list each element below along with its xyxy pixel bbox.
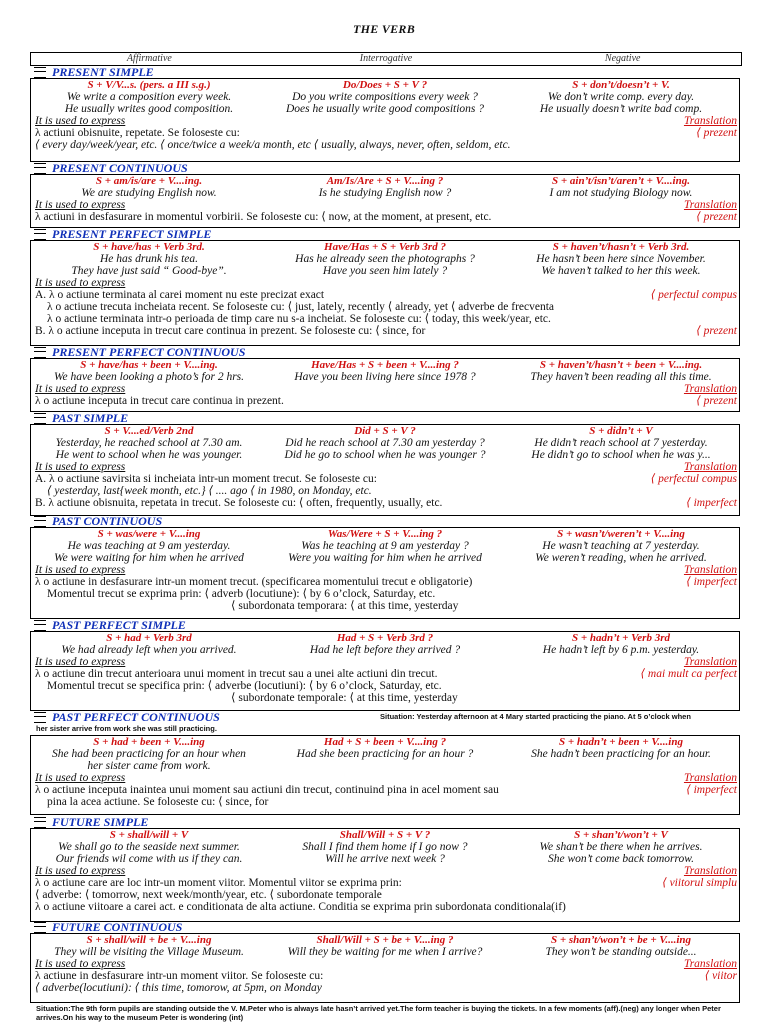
usage-line: λ o actiune terminata intr-o perioada de timp care nu s-a incheiat. Se foloseste cu: ⟨ today, this week/year, etc. [47,313,551,325]
section-title: FUTURE SIMPLE [52,815,149,829]
translation-label: Translation [683,199,737,211]
section-title: PRESENT PERFECT SIMPLE [52,227,212,241]
list-icon [34,922,46,933]
translation-value: ⟨ imperfect [686,784,737,796]
usage-label: It is used to express [35,958,126,970]
example: They have just said “ Good-bye”. [71,265,227,277]
example: her sister came from work. [87,760,211,772]
formula-neg: S + shan’t/won’t + be + V....ing [550,934,692,946]
section-present-perfect-simple [30,228,740,346]
formula-int: Do/Does + S + V ? [342,79,428,91]
translation-value: ⟨ prezent [696,211,737,223]
example: She had been practicing for an hour when [52,748,246,760]
usage-line: ⟨ subordonate temporale: ⟨ at this time, yesterday [231,692,458,704]
usage-line: λ o actiune inceputa inaintea unui moment sau actiuni din trecut, continuind pina in acel moment sau [35,784,499,796]
formula-int: Have/Has + S + been + V....ing ? [311,359,459,371]
page-title: THE VERB [352,22,416,36]
example: They haven’t been reading all this time. [530,371,712,383]
example: He hadn’t left by 6 p.m. yesterday. [542,644,700,656]
example: We have been looking a photo’s for 2 hrs. [53,371,245,383]
usage-label: It is used to express [35,564,126,576]
list-icon [34,229,46,240]
column-header-row [30,52,742,66]
example: Were you waiting for him when he arrived [288,552,482,564]
section-present-continuous [30,162,740,228]
list-icon [34,347,46,358]
usage-line: λ o actiune trecuta incheiata recent. Se foloseste cu: ⟨ just, lately, recently ⟨ already, yet ⟨ adverbe de frecventa [47,301,555,313]
example: Has he already seen the photographs ? [295,253,475,265]
usage-line: λ o actiune viitoare a carei act. e conditionata de alta actiune. Conditia se exprima prin subordonata conditionala(if) [35,901,566,913]
usage-line: λ o actiune in desfasurare intr-un moment trecut. (specificarea momentului trecut e obligatorie) [35,576,473,588]
example: He went to school when he was younger. [55,449,243,461]
example: Was he teaching at 9 am yesterday ? [301,540,469,552]
example: Is he studying English now ? [318,187,452,199]
formula-neg: S + haven’t/hasn’t + Verb 3rd. [552,241,690,253]
translation-label: Translation [683,564,737,576]
section-title: PRESENT PERFECT CONTINUOUS [52,345,246,359]
usage-line: ⟨ every day/week/year, etc. ⟨ once/twice a week/a month, etc ⟨ usually, always, never, often, seldom, etc. [35,139,511,151]
example: Do you write compositions every week ? [292,91,478,103]
example: Will they be waiting for me when I arrive? [287,946,483,958]
translation-label: Translation [683,958,737,970]
example: Did he reach school at 7.30 am yesterday ? [285,437,485,449]
usage-line: λ o actiune din trecut anterioara unui moment in trecut sau a unei alte actiuni din trecut. [35,668,438,680]
formula-int: Shall/Will + S + V ? [339,829,431,841]
usage-line: λ o actiune inceputa in trecut care continua in prezent. [35,395,284,407]
translation-label: Translation [683,772,737,784]
translation-label: Translation [683,115,737,127]
situation-note: Situation: Yesterday afternoon at 4 Mary started practicing the piano. At 5 o’clock when [380,712,691,721]
formula-aff: S + V....ed/Verb 2nd [104,425,194,437]
list-icon [34,67,46,78]
example: We are studying English now. [81,187,217,199]
example: She hadn’t been practicing for an hour. [531,748,711,760]
translation-value: ⟨ viitor [704,970,737,982]
example: She won’t come back tomorrow. [548,853,694,865]
example: He wasn’t teaching at 7 yesterday. [542,540,700,552]
usage-label: It is used to express [35,461,126,473]
formula-neg: S + hadn’t + Verb 3rd [571,632,670,644]
translation-value: ⟨ mai mult ca perfect [640,668,737,680]
example: Did he go to school when he was younger ? [284,449,486,461]
usage-line: B. λ o actiune inceputa in trecut care continua in prezent. Se foloseste cu: ⟨ since, for [35,325,426,337]
usage-line: A. λ o actiune savirsita si incheiata intr-un moment trecut. Se foloseste cu: [35,473,377,485]
section-title: PAST CONTINUOUS [52,514,163,528]
example: Our friends wil come with us if they can. [55,853,243,865]
translation-value: ⟨ imperfect [686,497,737,509]
footer-situation: Situation:The 9th form pupils are standing outside the V. M.Peter who is always late hasn’t arrived yet.The form teacher is buying the tickets. In a few moments (aff).(neg) any longer when Peter arrives.On his way to the museum Peter is wondering (int) [36,1004,721,1022]
formula-neg: S + shan’t/won’t + V [574,829,668,841]
translation-value: ⟨ imperfect [686,576,737,588]
section-future-continuous [30,921,740,1003]
section-past-perfect-simple [30,619,740,711]
formula-int: Did + S + V ? [354,425,416,437]
example: They will be visiting the Village Museum. [54,946,244,958]
formula-int: Was/Were + S + V....ing ? [327,528,443,540]
translation-value: ⟨ prezent [696,395,737,407]
example: They won’t be standing outside... [545,946,697,958]
col-affirmative: Affirmative [126,53,172,64]
col-negative: Negative [604,53,641,64]
example: He usually doesn’t write bad comp. [539,103,703,115]
col-interrogative: Interrogative [359,53,413,64]
section-past-continuous [30,515,740,619]
usage-label: It is used to express [35,865,126,877]
list-icon [34,620,46,631]
translation-label: Translation [683,383,737,395]
example: Have you been living here since 1978 ? [294,371,476,383]
formula-aff: S + shall/will + be + V....ing [86,934,212,946]
list-icon [34,163,46,174]
formula-aff: S + am/is/are + V....ing. [95,175,203,187]
usage-line: Momentul trecut se specifica prin: ⟨ adverbe (locutiuni): ⟨ by 6 o’clock, Saturday, etc. [47,680,442,692]
section-present-perfect-continuous [30,346,740,412]
formula-aff: S + have/has + Verb 3rd. [93,241,205,253]
formula-int: Shall/Will + S + be + V....ing ? [316,934,454,946]
usage-line: Momentul trecut se exprima prin: ⟨ adverb (locutiune): ⟨ by 6 o’clock, Saturday, etc. [47,588,436,600]
usage-label: It is used to express [35,383,126,395]
section-title: FUTURE CONTINUOUS [52,920,183,934]
example: We had already left when you arrived. [61,644,237,656]
example: We weren’t reading, when he arrived. [535,552,707,564]
list-icon [34,712,46,723]
translation-value: ⟨ prezent [696,325,737,337]
example: He has drunk his tea. [99,253,199,265]
formula-int: Have/Has + S + Verb 3rd ? [324,241,446,253]
translation-value: ⟨ viitorul simplu [662,877,737,889]
usage-label: It is used to express [35,277,126,289]
example: We haven’t talked to her this week. [541,265,701,277]
situation-note-cont: her sister arrive from work she was still practicing. [36,724,217,733]
example: Have you seen him lately ? [322,265,448,277]
example: Does he usually write good compositions ? [285,103,485,115]
section-title: PRESENT CONTINUOUS [52,161,188,175]
usage-line: B. λ actiune obisnuita, repetata in trecut. Se foloseste cu: ⟨ often, frequently, usually, etc. [35,497,443,509]
formula-neg: S + wasn’t/weren’t + V....ing [557,528,685,540]
example: Had she been practicing for an hour ? [296,748,474,760]
usage-line: λ actiune in desfasurare intr-un moment viitor. Se foloseste cu: [35,970,324,982]
translation-value: ⟨ perfectul compus [650,473,737,485]
formula-int: Had + S + Verb 3rd ? [336,632,434,644]
translation-label: Translation [683,461,737,473]
example: He usually writes good composition. [64,103,234,115]
section-title: PRESENT SIMPLE [52,65,154,79]
usage-line: pina la acea actiune. Se foloseste cu: ⟨ since, for [47,796,269,808]
formula-int: Am/Is/Are + S + V....ing ? [326,175,444,187]
formula-aff: S + have/has + been + V....ing. [80,359,218,371]
example: We were waiting for him when he arrived [54,552,244,564]
usage-line: ⟨ yesterday, last{week month, etc.} ⟨ .... ago ⟨ in 1980, on Monday, etc. [47,485,372,497]
example: Will he arrive next week ? [325,853,445,865]
formula-neg: S + haven’t/hasn’t + been + V....ing. [539,359,703,371]
formula-aff: S + V/V...s. (pers. a III s.g.) [87,79,211,91]
example: Yesterday, he reached school at 7.30 am. [55,437,243,449]
section-title: PAST SIMPLE [52,411,129,425]
formula-int: Had + S + been + V....ing ? [323,736,447,748]
usage-line: A. λ o actiune terminata al carei moment nu este precizat exact [35,289,325,301]
section-title: PAST PERFECT SIMPLE [52,618,186,632]
formula-neg: S + hadn’t + been + V....ing [559,736,683,748]
example: He hasn’t been here since November. [536,253,706,265]
formula-aff: S + had + Verb 3rd [106,632,192,644]
translation-label: Translation [683,656,737,668]
section-future-simple [30,816,740,922]
example: Had he left before they arrived ? [309,644,461,656]
formula-aff: S + was/were + V....ing [97,528,201,540]
usage-label: It is used to express [35,115,126,127]
example: Shall I find them home if I go now ? [302,841,468,853]
formula-aff: S + shall/will + V [109,829,189,841]
usage-label: It is used to express [35,199,126,211]
example: We shall go to the seaside next summer. [58,841,240,853]
example: We write a composition every week. [66,91,232,103]
example: I am not studying Biology now. [549,187,693,199]
usage-line: λ o actiune care are loc intr-un moment viitor. Momentul viitor se exprima prin: [35,877,402,889]
list-icon [34,516,46,527]
formula-neg: S + didn’t + V [589,425,653,437]
example: He was teaching at 9 am yesterday. [67,540,231,552]
section-past-perfect-continuous [30,711,740,815]
usage-line: ⟨ subordonata temporara: ⟨ at this time, yesterday [231,600,459,612]
list-icon [34,413,46,424]
translation-value: ⟨ perfectul compus [650,289,737,301]
section-past-simple [30,412,740,516]
usage-line: λ actiuni obisnuite, repetate. Se foloseste cu: [35,127,240,139]
example: He didn’t reach school at 7 yesterday. [534,437,708,449]
example: We shan’t be there when he arrives. [539,841,703,853]
section-title: PAST PERFECT CONTINUOUS [52,710,220,724]
formula-aff: S + had + been + V....ing [93,736,205,748]
usage-line: ⟨ adverbe: ⟨ tomorrow, next week/month/year, etc. ⟨ subordonate temporale [35,889,382,901]
usage-label: It is used to express [35,656,126,668]
usage-line: λ actiuni in desfasurare in momentul vorbirii. Se foloseste cu: ⟨ now, at the moment, at present, etc. [35,211,492,223]
usage-label: It is used to express [35,772,126,784]
example: We don’t write comp. every day. [547,91,695,103]
translation-value: ⟨ prezent [696,127,737,139]
list-icon [34,817,46,828]
section-present-simple [30,66,740,162]
formula-neg: S + ain’t/isn’t/aren’t + V....ing. [552,175,690,187]
translation-label: Translation [683,865,737,877]
example: He didn’t go to school when he was y... [531,449,711,461]
formula-neg: S + don’t/doesn’t + V. [572,79,670,91]
usage-line: ⟨ adverbe(locutiuni): ⟨ this time, tomorow, at 5pm, on Monday [35,982,322,994]
